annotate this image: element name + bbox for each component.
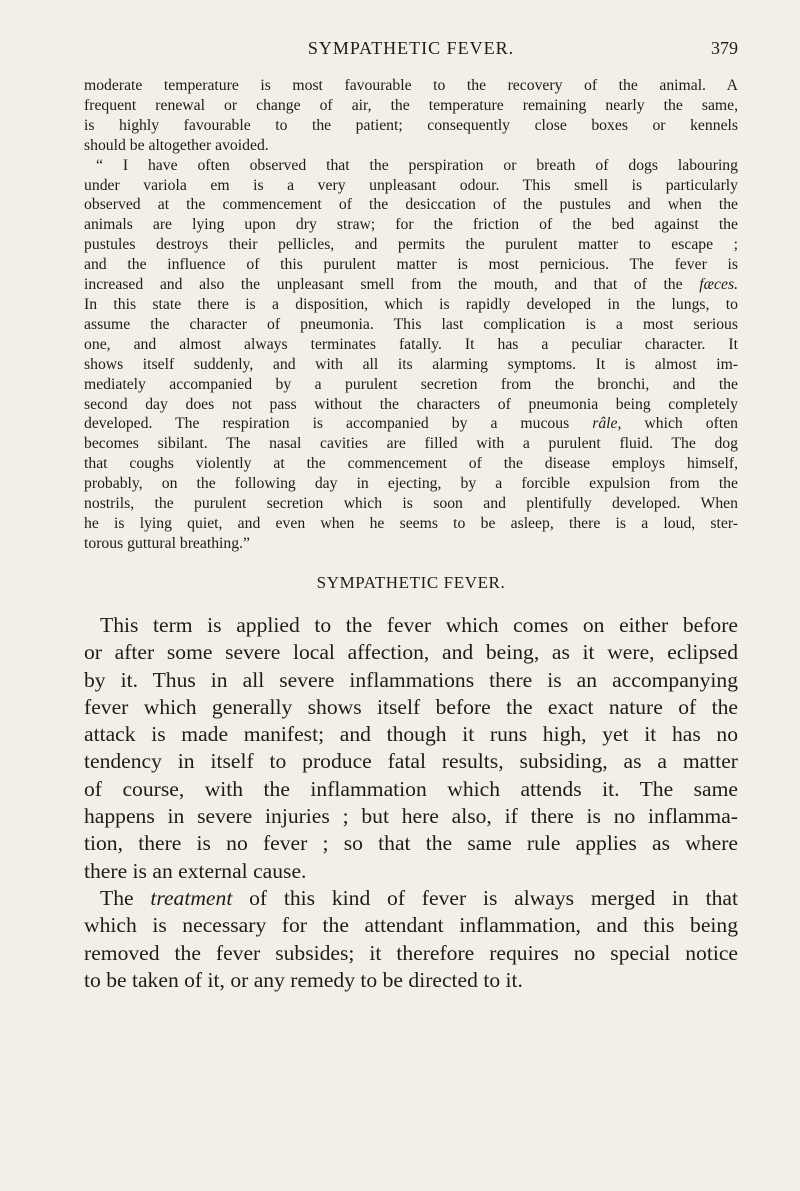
- page-number: 379: [711, 38, 738, 58]
- section-paragraph-treatment: [84, 885, 738, 994]
- text-segment: increased and also the unpleasant smell from the mouth, and that of the: [84, 276, 700, 294]
- text-line: by it. Thus in all severe inflammations there is an accompanying: [84, 667, 738, 692]
- text-segment: developed. The respiration is accompanied by a mucous: [84, 415, 593, 433]
- text-line: there is an external cause.: [84, 858, 307, 883]
- text-segment: The: [100, 885, 151, 910]
- text-line: should be altogether avoided.: [84, 136, 269, 154]
- running-head: [84, 38, 738, 70]
- text-line: frequent renewal or change of air, the temperature remaining nearly the same,: [84, 96, 738, 114]
- text-line: tion, there is no fever ; so that the same rule applies as where: [84, 831, 738, 856]
- text-line: This term is applied to the fever which comes on either before: [100, 613, 738, 637]
- text-line: that coughs violently at the commencement of the disease employs himself,: [84, 455, 738, 473]
- quoted-paragraph: [84, 156, 738, 554]
- text-line: and the influence of this purulent matter is most pernicious. The fever is: [84, 256, 738, 274]
- text-line: he is lying quiet, and even when he seems to be asleep, there is a loud, ster-: [84, 514, 738, 532]
- text-line: fever which generally shows itself before the exact nature of the: [84, 694, 738, 719]
- text-line: one, and almost always terminates fatally. It has a peculiar character. It: [84, 335, 738, 353]
- text-line: nostrils, the purulent secretion which is soon and plentifully developed. When: [84, 495, 738, 513]
- text-line: In this state there is a disposition, which is rapidly developed in the lungs, to: [84, 295, 738, 313]
- text-line: moderate temperature is most favourable to the recovery of the animal. A: [84, 77, 738, 94]
- section-heading: SYMPATHETIC FEVER.: [316, 573, 506, 592]
- text-line: removed the fever subsides; it therefore requires no special notice: [84, 940, 738, 965]
- text-line: mediately accompanied by a purulent secretion from the bronchi, and the: [84, 375, 738, 393]
- text-line: happens in severe injuries ; but here also, if there is no inflamma-: [84, 804, 738, 829]
- section-paragraph: [84, 612, 738, 885]
- italic-faeces: fæces.: [699, 276, 738, 294]
- section-body: [84, 612, 738, 994]
- running-head-title: SYMPATHETIC FEVER.: [307, 38, 515, 58]
- text-line: “ I have often observed that the perspiration or breath of dogs labouring: [96, 156, 738, 174]
- text-segment: which often: [621, 415, 739, 433]
- text-line: [84, 885, 738, 912]
- paragraph-continued: [84, 76, 738, 156]
- text-segment: of this kind of fever is always merged in that: [232, 885, 738, 910]
- text-line: becomes sibilant. The nasal cavities are filled with a purulent fluid. The dog: [84, 435, 738, 453]
- text-line: [84, 275, 738, 295]
- text-line: probably, on the following day in ejecting, by a forcible expulsion from the: [84, 475, 738, 493]
- text-line: shows itself suddenly, and with all its alarming symptoms. It is almost im-: [84, 355, 738, 373]
- italic-treatment: treatment: [150, 885, 233, 910]
- text-line: to be taken of it, or any remedy to be directed to it.: [84, 967, 523, 992]
- text-line: second day does not pass without the characters of pneumonia being completely: [84, 395, 738, 413]
- text-line: tendency in itself to produce fatal results, subsiding, as a matter: [84, 749, 738, 774]
- continued-text: [84, 76, 738, 554]
- text-line: pustules destroys their pellicles, and permits the purulent matter to escape ;: [84, 236, 738, 254]
- italic-rale: râle,: [592, 415, 622, 433]
- text-line: observed at the commencement of the desiccation of the pustules and when the: [84, 196, 738, 214]
- text-line: [84, 414, 738, 434]
- text-line: torous guttural breathing.”: [84, 534, 250, 552]
- text-line: attack is made manifest; and though it runs high, yet it has no: [84, 722, 738, 747]
- text-line: assume the character of pneumonia. This last complication is a most serious: [84, 315, 738, 333]
- text-line: which is necessary for the attendant inflammation, and this being: [84, 913, 738, 938]
- text-line: animals are lying upon dry straw; for the friction of the bed against the: [84, 216, 738, 234]
- text-line: or after some severe local affection, and being, as it were, eclipsed: [84, 640, 738, 665]
- text-line: is highly favourable to the patient; consequently close boxes or kennels: [84, 116, 738, 134]
- text-line: of course, with the inflammation which attends it. The same: [84, 776, 738, 801]
- text-line: under variola em is a very unpleasant odour. This smell is particularly: [84, 176, 738, 194]
